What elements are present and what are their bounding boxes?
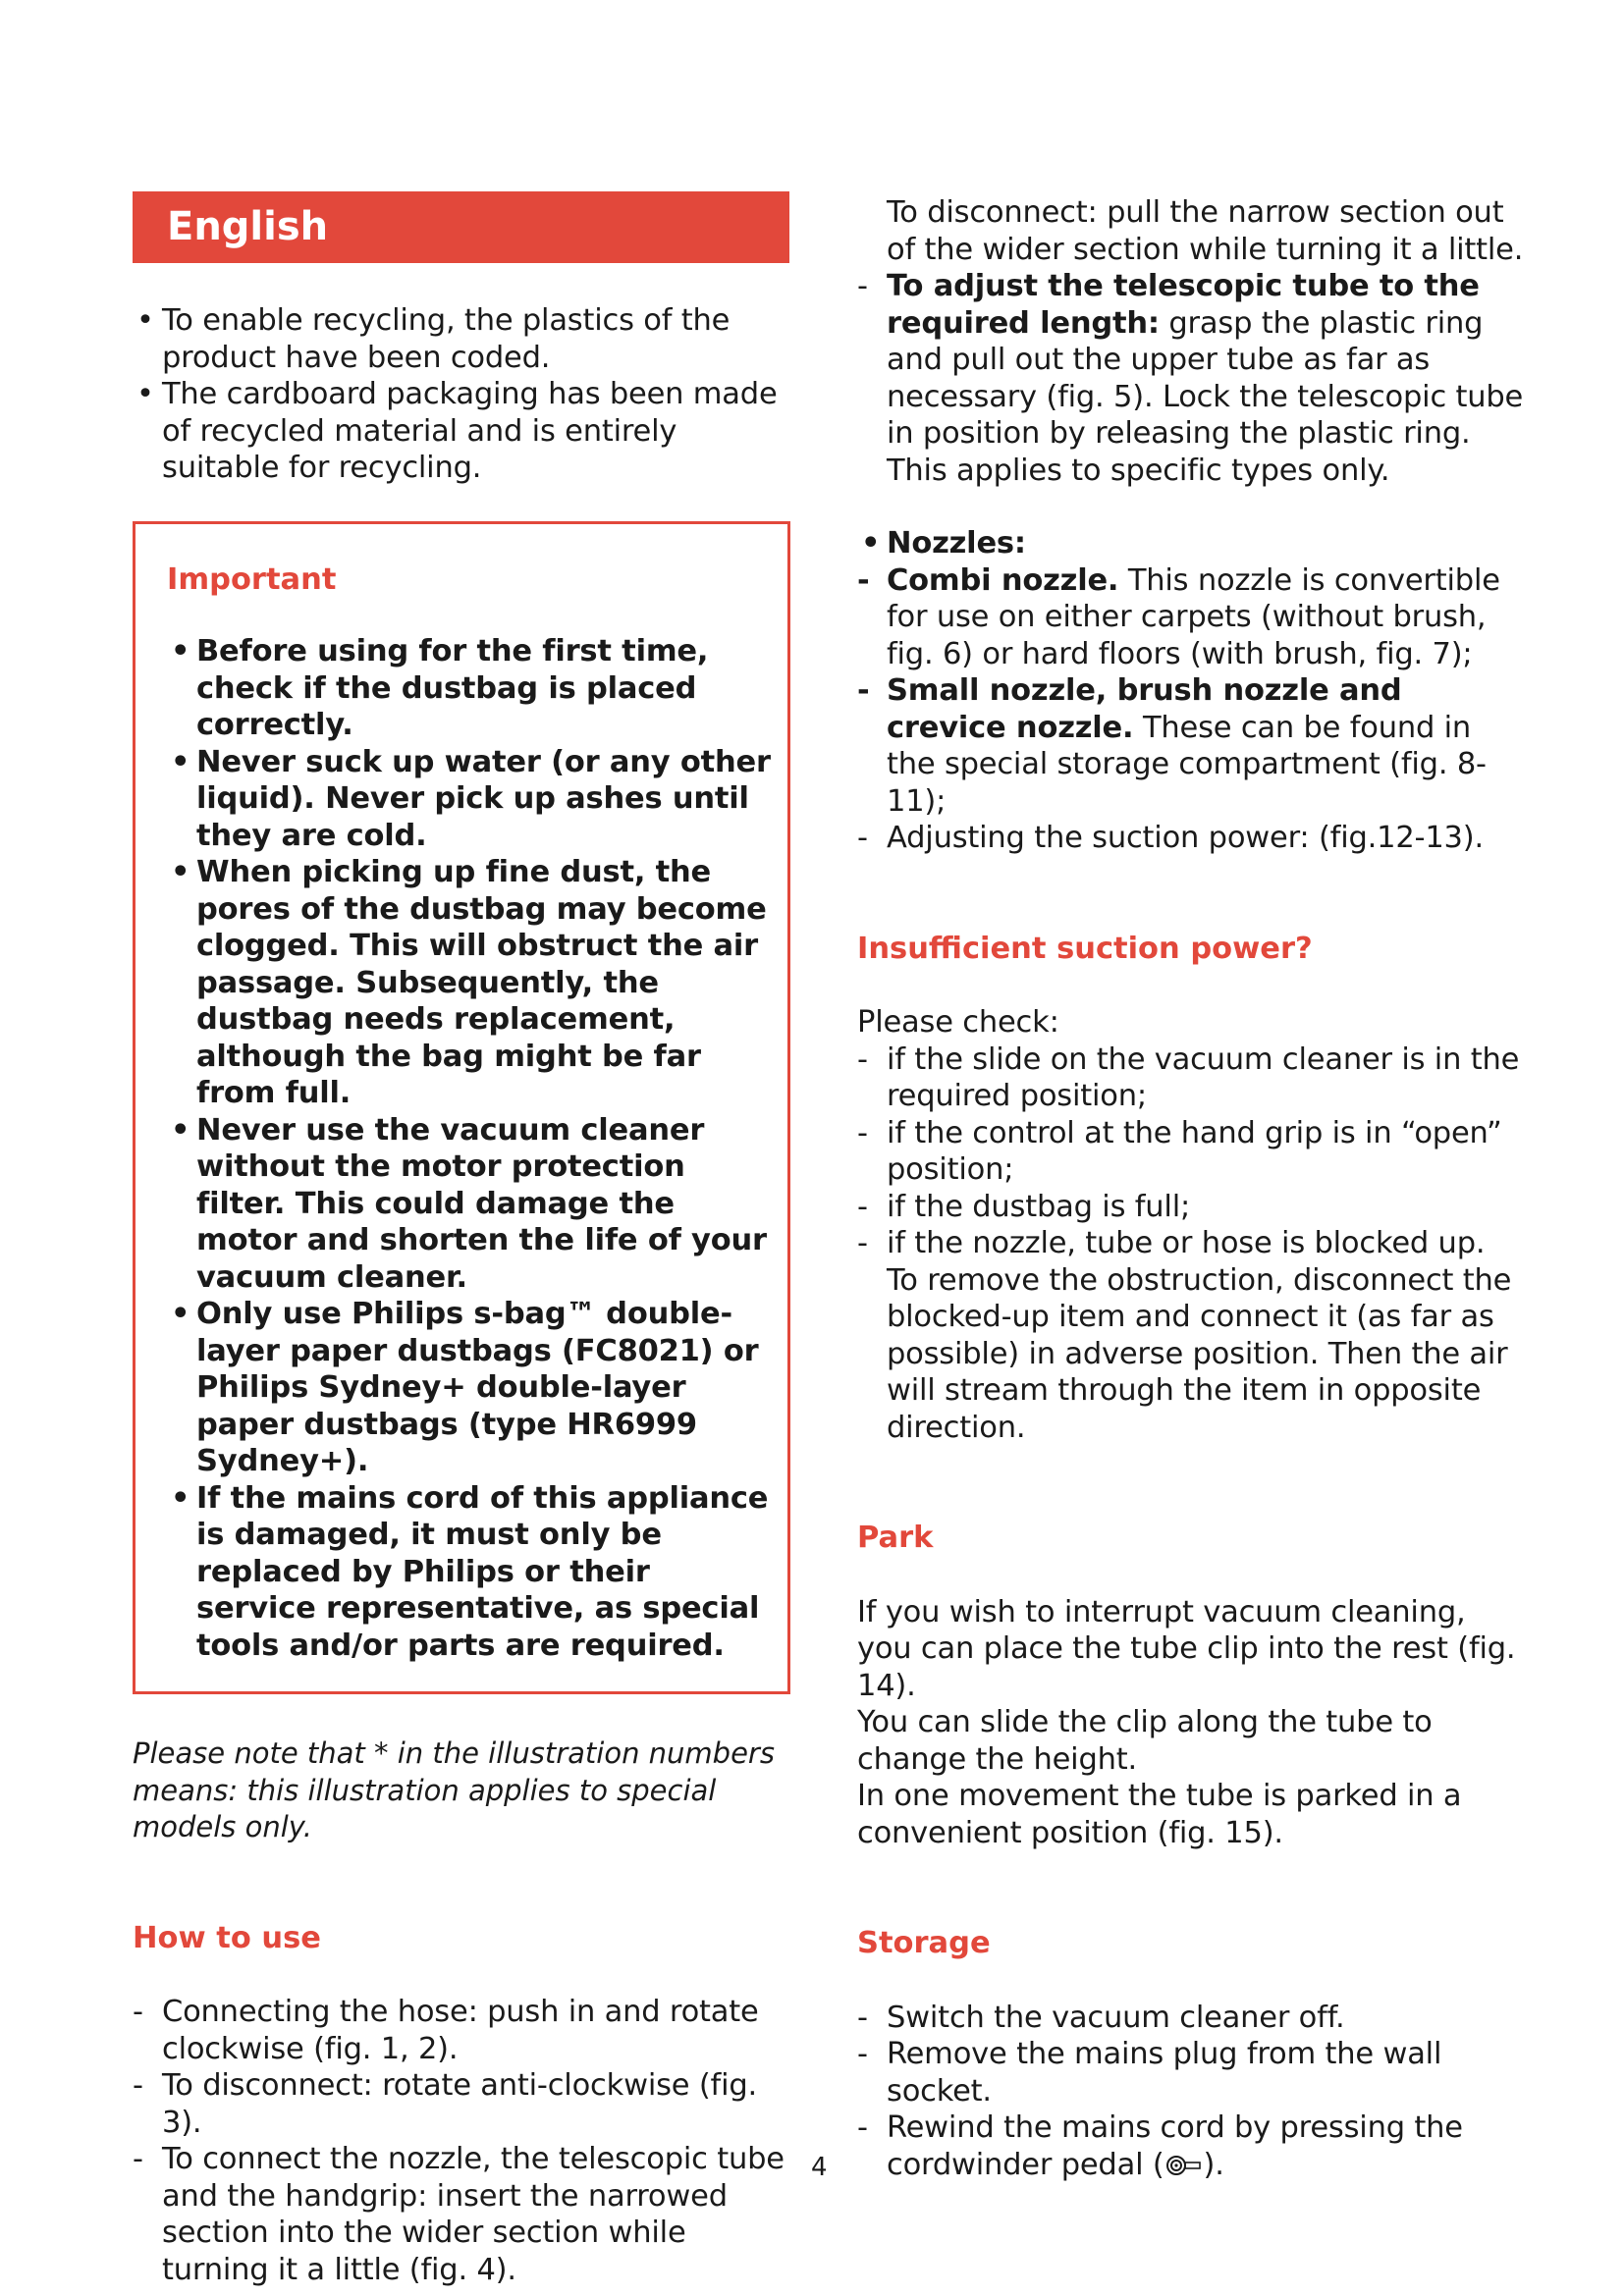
page-number: 4 <box>811 2153 828 2182</box>
please-check: Please check: <box>857 1005 1059 1040</box>
suction-adjust-item: - Adjusting the suction power: (fig.12-13). <box>857 821 1484 855</box>
important-item: • Only use Philips s-bag™ double-layer paper dustbags (FC8021) or Philips Sydney+ double-layer paper dustbags (type HR6999 Sydney+). <box>171 1297 759 1478</box>
right-column <box>857 194 1525 2183</box>
important-box <box>133 521 790 1695</box>
park-line: You can slide the clip along the tube to change the height. <box>857 1705 1433 1777</box>
important-list <box>167 633 773 1664</box>
how-to-use-heading: How to use <box>133 1920 321 1955</box>
language-banner: English <box>133 191 789 263</box>
important-item: • When picking up fine dust, the pores of the dustbag may become clogged. This will obstruct the air passage. Subsequently, the dustbag needs replacement, although the bag might be far from full. <box>171 855 767 1110</box>
storage-list <box>857 2000 1525 2184</box>
storage-heading: Storage <box>857 1926 991 1960</box>
storage-item: - Remove the mains plug from the wall socket. <box>857 2037 1442 2109</box>
how-to-use-item: - To connect the nozzle, the telescopic tube and the handgrip: insert the narrowed section into the wider section while turning it a little (fig. 4). <box>133 2142 785 2287</box>
important-heading: Important <box>167 561 337 597</box>
insufficient-heading: Insufficient suction power? <box>857 931 1313 966</box>
illustration-note: Please note that * in the illustration numbers means: this illustration applies to special models only. <box>133 1736 775 1843</box>
telescopic-item: - To adjust the telescopic tube to the required length: grasp the plastic ring and pull out the upper tube as far as necessary (fig. 5). Lock the telescopic tube in position by releasing the plastic ring. This applies to specific types only. <box>857 269 1524 488</box>
intro-list <box>133 302 790 487</box>
disconnect-text: To disconnect: pull the narrow section out of the wider section while turning it a little. <box>887 195 1524 267</box>
nozzles-section <box>857 525 1525 857</box>
check-item: - if the control at the hand grip is in “open” position; <box>857 1115 1502 1187</box>
how-to-use-item: - Connecting the hose: push in and rotate clockwise (fig. 1, 2). <box>133 1995 759 2066</box>
small-nozzle-label: Small nozzle, brush nozzle and crevice nozzle. <box>887 673 1402 745</box>
check-item: - if the slide on the vacuum cleaner is in the required position; <box>857 1041 1520 1113</box>
important-item: • Before using for the first time, check if the dustbag is placed correctly. <box>171 634 709 742</box>
storage-item: - Switch the vacuum cleaner off. <box>857 2000 1345 2035</box>
left-column <box>133 191 790 2288</box>
intro-item: • To enable recycling, the plastics of the product have been coded. <box>136 303 731 375</box>
how-to-use-item: - To disconnect: rotate anti-clockwise (fig. 3). <box>133 2068 758 2140</box>
how-to-use-list <box>133 1994 790 2288</box>
insufficient-section <box>857 1004 1525 1446</box>
nozzles-heading: • Nozzles: <box>861 526 1026 561</box>
park-section <box>857 1594 1525 1852</box>
important-item: • If the mains cord of this appliance is damaged, it must only be replaced by Philips or their service representative, as special tools and/or parts are required. <box>171 1480 769 1663</box>
important-item: • Never use the vacuum cleaner without the motor protection filter. This could damage the motor and shorten the life of your vacuum cleaner. <box>171 1112 767 1295</box>
park-heading: Park <box>857 1521 934 1555</box>
small-nozzle-item: - Small nozzle, brush nozzle and crevice nozzle. These can be found in the special storage compartment (fig. 8-11); <box>857 673 1487 819</box>
telescopic-label: To adjust the telescopic tube to the required length: <box>887 269 1480 341</box>
important-item: • Never suck up water (or any other liquid). Never pick up ashes until they are cold. <box>171 744 771 853</box>
how-to-use-continued <box>857 194 1525 489</box>
park-line: In one movement the tube is parked in a convenient position (fig. 15). <box>857 1779 1462 1850</box>
combi-nozzle-label: Combi nozzle. <box>887 562 1119 598</box>
combi-nozzle-item: - Combi nozzle. This nozzle is convertible for use on either carpets (without brush, fig. 6) or hard floors (with brush, fig. 7); <box>857 562 1500 671</box>
check-item: - if the nozzle, tube or hose is blocked up. To remove the obstruction, disconnect the blocked-up item and connect it (as far as possible) in adverse position. Then the air will stream through the item in opposite direction. <box>857 1226 1512 1445</box>
park-line: If you wish to interrupt vacuum cleaning, you can place the tube clip into the rest (fig. 14). <box>857 1594 1516 1703</box>
intro-item: • The cardboard packaging has been made of recycled material and is entirely suitable for recycling. <box>136 377 778 485</box>
cordwinder-icon <box>1164 2154 1204 2177</box>
storage-item: - Rewind the mains cord by pressing the cordwinder pedal ( ). <box>857 2110 1463 2182</box>
check-item: - if the dustbag is full; <box>857 1189 1191 1224</box>
